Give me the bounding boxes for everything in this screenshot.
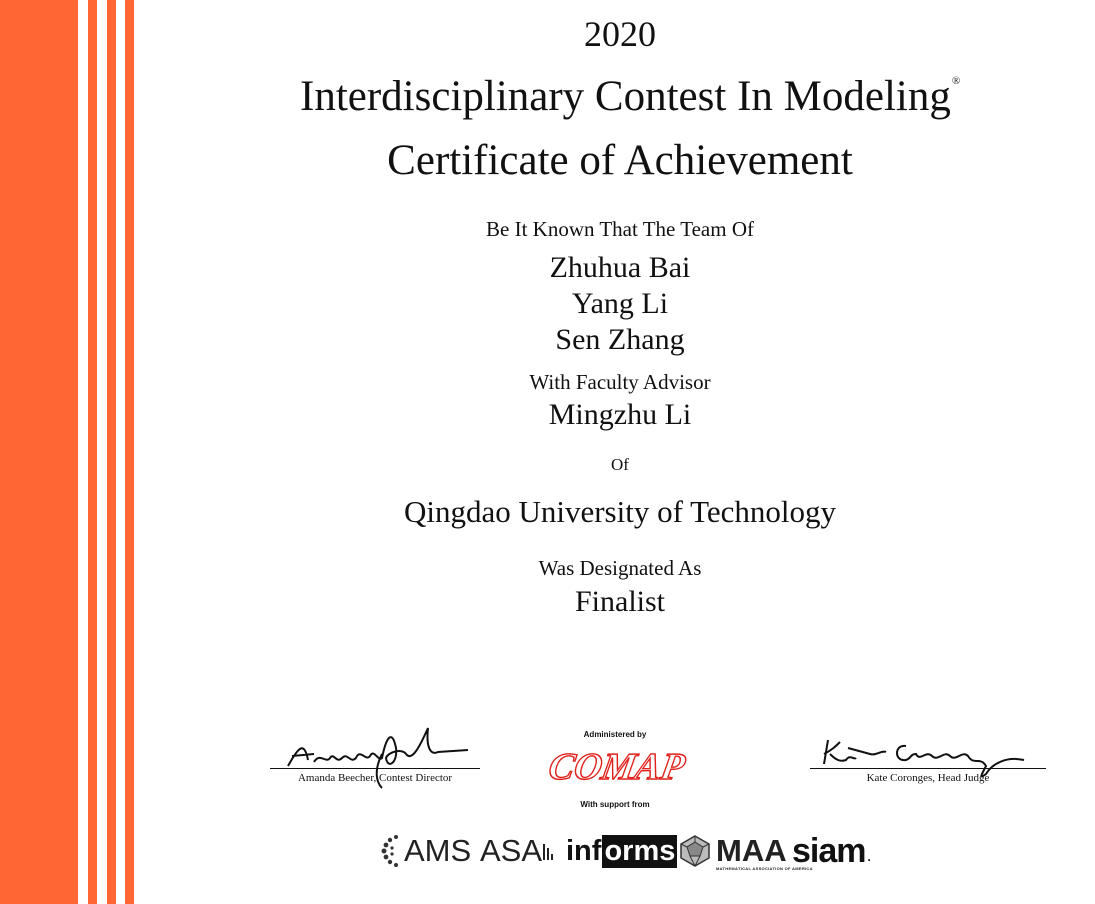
asa-logo <box>480 826 554 876</box>
orange-border-band <box>0 0 78 904</box>
informs-wordmark-left: inf <box>566 834 602 867</box>
contest-name: Interdisciplinary Contest In Modeling <box>300 73 951 120</box>
head-judge-caption: Kate Coronges, Head Judge <box>866 772 990 784</box>
ams-logo <box>380 826 471 876</box>
designation-label: Was Designated As <box>538 556 702 580</box>
head-judge-signature-block <box>810 730 1046 795</box>
comap-logo <box>545 743 688 791</box>
orange-stripe <box>107 0 116 904</box>
institution-name: Qingdao University of Technology <box>403 494 837 529</box>
orange-stripe <box>88 0 97 904</box>
maa-polyhedron-icon <box>678 834 712 868</box>
asa-bars-icon <box>542 840 554 862</box>
asa-wordmark: ASA <box>480 833 543 868</box>
siam-wordmark: siam <box>792 831 866 870</box>
contest-title <box>300 72 961 121</box>
siam-logo <box>792 826 870 876</box>
informs-wordmark-right: orms <box>604 834 676 867</box>
registered-mark: ® <box>951 75 961 87</box>
orange-stripe <box>125 0 134 904</box>
ams-wordmark: AMS <box>404 833 472 868</box>
director-signature <box>270 718 480 778</box>
team-member: Sen Zhang <box>555 323 685 356</box>
comap-wordmark: COMAP <box>545 746 688 788</box>
maa-subtitle: MATHEMATICAL ASSOCIATION OF AMERICA <box>716 866 813 871</box>
informs-logo <box>566 826 677 876</box>
team-member: Yang Li <box>571 287 669 320</box>
advisor-label: With Faculty Advisor <box>529 370 711 394</box>
of-label: Of <box>611 455 629 474</box>
designation-value: Finalist <box>574 585 665 618</box>
ams-dots-icon <box>380 833 402 869</box>
maa-logo <box>678 826 813 876</box>
administered-by-label: Administered by <box>583 730 647 739</box>
certificate-title: Certificate of Achievement <box>387 137 853 184</box>
siam-mark: . <box>867 850 870 864</box>
sponsor-logos <box>380 826 900 876</box>
signature-line <box>270 768 480 769</box>
director-caption: Amanda Beecher, Contest Director <box>297 772 453 784</box>
advisor-name: Mingzhu Li <box>548 398 692 431</box>
support-label: With support from <box>580 800 650 809</box>
maa-wordmark: MAA <box>716 833 787 868</box>
comap-block <box>545 730 688 791</box>
intro-text: Be It Known That The Team Of <box>486 217 754 241</box>
signature-line <box>810 768 1046 769</box>
team-member: Zhuhua Bai <box>549 251 691 284</box>
certificate-year: 2020 <box>584 14 656 54</box>
director-signature-block <box>270 718 480 793</box>
